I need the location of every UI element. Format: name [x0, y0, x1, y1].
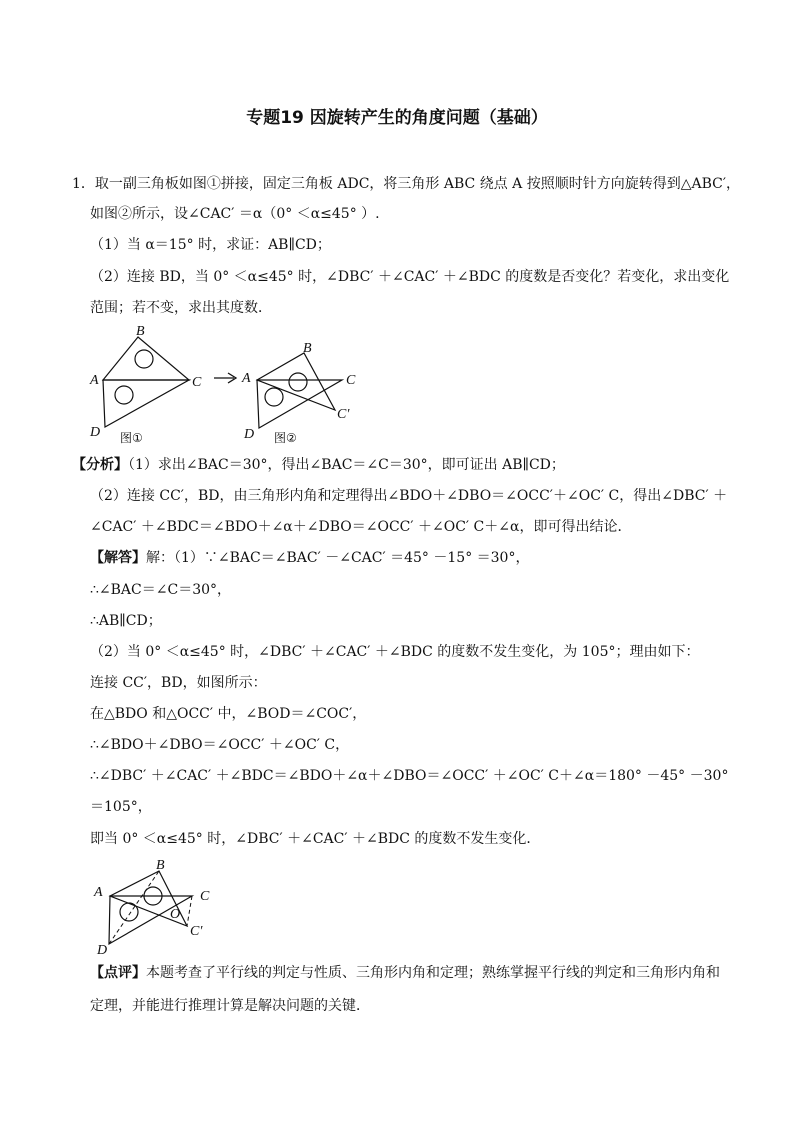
- comment-tag: 【点评】: [90, 965, 146, 981]
- problem-line-1: 1．取一副三角板如图①拼接，固定三角板 ADC，将三角形 ABC 绕点 A 按照顺时针方向旋转得到△ABC′，: [72, 176, 741, 192]
- solution-line-7: ∴∠BDO＋∠DBO＝∠OCC′ ＋∠OC′ C，: [90, 737, 350, 753]
- figure-2: [240, 338, 370, 452]
- label-D: D: [90, 425, 101, 440]
- solution-line-8: ∴∠DBC′ ＋∠CAC′ ＋∠BDC＝∠BDO＋∠α＋∠DBO＝∠OCC′ ＋∠OC′ C＋∠α＝180° －45° －30°: [90, 768, 729, 784]
- analysis-line-1: 【分析】（1）求出∠BAC＝30°，得出∠BAC＝∠C＝30°，即可证出 AB∥CD；: [72, 457, 565, 473]
- problem-line-2: 如图②所示，设∠CAC′ ＝α（0° ＜α≤45° ）.: [90, 206, 380, 222]
- comment-line-2: 定理，并能进行推理计算是解决问题的关键．: [90, 998, 370, 1014]
- analysis-line-3: ∠CAC′ ＋∠BDC＝∠BDO＋∠α＋∠DBO＝∠OCC′ ＋∠OC′ C＋∠α，即可得出结论．: [90, 519, 632, 535]
- solution-line-3: ∴AB∥CD；: [90, 613, 162, 629]
- label-A: A: [90, 373, 99, 388]
- solution-line-6: 在△BDO 和△OCC′ 中，∠BOD＝∠COC′，: [90, 706, 367, 722]
- figure-1-caption: 图①: [120, 431, 143, 445]
- label-C: C: [200, 889, 210, 904]
- label-D: D: [97, 943, 108, 958]
- label-C-prime: C′: [190, 924, 203, 939]
- problem-part-2: （2）连接 BD，当 0° ＜α≤45° 时，∠DBC′ ＋∠CAC′ ＋∠BDC 的度数是否变化？若变化，求出变化: [90, 269, 730, 285]
- solution-tag: 【解答】: [90, 550, 146, 566]
- analysis-tag: 【分析】: [72, 457, 128, 473]
- solution-line-2: ∴∠BAC＝∠C＝30°，: [90, 582, 232, 598]
- problem-line-5: 范围；若不变，求出其度数．: [90, 300, 272, 316]
- solution-line-9: ＝105°，: [90, 799, 152, 815]
- label-A: A: [242, 371, 251, 386]
- figure-1: [86, 322, 226, 452]
- label-C-prime: C′: [337, 407, 350, 422]
- page-title: 专题19 因旋转产生的角度问题（基础）: [246, 108, 548, 128]
- figure-2-caption: 图②: [274, 431, 297, 445]
- solution-line-10: 即当 0° ＜α≤45° 时，∠DBC′ ＋∠CAC′ ＋∠BDC 的度数不发生变化．: [90, 831, 541, 847]
- comment-line-1: 【点评】本题考查了平行线的判定与性质、三角形内角和定理；熟练掌握平行线的判定和三角形内角和: [90, 965, 720, 981]
- label-D: D: [244, 427, 255, 442]
- label-C: C: [346, 373, 356, 388]
- label-B: B: [303, 341, 312, 356]
- analysis-line-2: （2）连接 CC′，BD，由三角形内角和定理得出∠BDO＋∠DBO＝∠OCC′＋∠OC′ C，得出∠DBC′ ＋: [90, 488, 728, 504]
- solution-line-4: （2）当 0° ＜α≤45° 时，∠DBC′ ＋∠CAC′ ＋∠BDC 的度数不发生变化，为 105°；理由如下：: [90, 644, 700, 660]
- problem-part-1: （1）当 α＝15° 时，求证：AB∥CD；: [90, 237, 331, 253]
- label-B: B: [156, 858, 165, 873]
- label-C: C: [192, 375, 202, 390]
- label-B: B: [136, 324, 145, 339]
- label-A: A: [94, 885, 103, 900]
- solution-line-1: 【解答】解：（1）∵∠BAC＝∠BAC′ －∠CAC′ ＝45° －15° ＝30°，: [90, 550, 530, 566]
- solution-line-5: 连接 CC′，BD，如图所示：: [90, 675, 267, 691]
- problem-number: 1．: [72, 176, 95, 192]
- figure-3: [88, 856, 218, 964]
- label-O: O: [170, 907, 181, 922]
- transform-arrow: [212, 368, 242, 392]
